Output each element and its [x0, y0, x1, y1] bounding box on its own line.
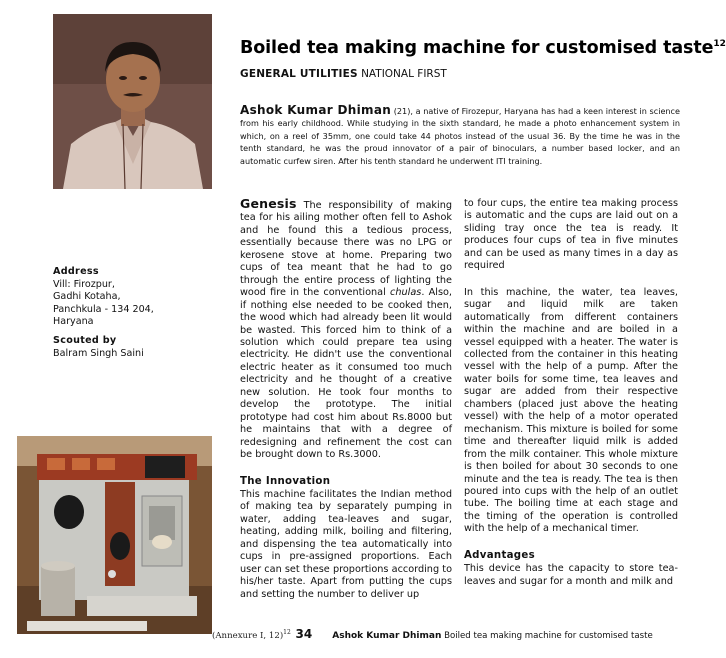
body-column-left	[240, 198, 452, 601]
address-line: Haryana	[53, 316, 94, 328]
title-reference: 12	[713, 39, 726, 50]
footer-innovator-name: Ashok Kumar Dhiman	[332, 631, 442, 641]
innovation-paragraph-1-continued: to four cups, the entire tea making process is automatic and the cups are laid out on a sliding tray once the tea is ready. It produces four cups of tea in five minutes and can be used as many times in a day as required	[464, 198, 678, 272]
annexure-reference: (Annexure I, 12)	[212, 631, 284, 641]
footer-caption: Boiled tea making machine for customised taste	[441, 631, 653, 641]
award-category	[240, 68, 447, 80]
innovator-portrait-photo	[53, 14, 212, 189]
genesis-heading: Genesis	[240, 196, 297, 211]
page-number: 34	[295, 627, 313, 641]
intro-text: (21), a native of Firozepur, Haryana has had a keen interest in science from his early childhood. While studying in the sixth standard, he made a photo enhancement system in which, on a reel of 35mm, one could take 44 photos instead of the usual 36. By the time he was in the tenth standard, he was the proud innovator of a pair of binoculars, a number based locker, and an automatic curfew siren. After his tenth standard he underwent ITI training.	[240, 106, 680, 166]
innovation-paragraph-1: This machine facilitates the Indian method of making tea by separately pumping in water, adding tea-leaves and sugar, heating, adding milk, boiling and filtering, and dispensing the tea automatically into cups in pre-assigned proportions. Each user can set these proportions according to his/her taste. Apart from putting the cups and setting the number to deliver up	[240, 488, 452, 600]
scouted-by-block	[53, 335, 213, 360]
body-column-right	[464, 198, 678, 588]
intro-paragraph	[240, 104, 680, 167]
award-rank: NATIONAL FIRST	[361, 68, 447, 80]
genesis-text-b: . Also, if nothing else needed to be cooked then, the wood which had already been lit would be wasted. This forced him to think of a solution which could prepare tea using electricity. He didn't use the conventional electric heater as it consumed too much electricity and he thought of a creative new solution. He took four months to develop the prototype. The initial prototype had cost him about Rs.8000 but he maintains that with a degree of redesigning and refinement the cost can be brought down to Rs.3000.	[240, 287, 453, 461]
article-title	[240, 38, 726, 58]
address-line: Vill: Firozpur,	[53, 278, 115, 290]
category-label: GENERAL UTILITIES	[240, 68, 358, 80]
article-title-text: Boiled tea making machine for customised taste	[240, 38, 714, 58]
innovation-heading: The Innovation	[240, 475, 331, 487]
paragraph-gap	[464, 273, 678, 287]
page-footer	[212, 627, 692, 641]
genesis-text-a: The responsibility of making tea for his ailing mother often fell to Ashok and he found this a tedious process, essentially because there was no LPG or kerosene stove at home. Preparing two cups of tea meant that he had to go through the entire process of lighting the wood fire in the conventional	[240, 200, 452, 299]
tea-machine-photo	[17, 436, 212, 634]
address-line: Panchkula - 134 204,	[53, 303, 154, 315]
scout-name: Balram Singh Saini	[53, 347, 144, 359]
innovator-name: Ashok Kumar Dhiman	[240, 103, 392, 117]
genesis-italic-term: chulas	[390, 287, 422, 299]
address-line: Gadhi Kotaha,	[53, 291, 121, 303]
innovation-paragraph-2: In this machine, the water, tea leaves, sugar and liquid milk are taken automatically from different containers within the machine and are boiled in a vessel equipped with a heater. The water is collected from the container in this heating vessel with the help of a pump. After the water boils for some time, tea leaves and sugar are added from their respective chambers (placed just above the heating vessel) with the help of a motor operated mechanism. This mixture is boiled for some time and thereafter liquid milk is added from the milk container. This whole mixture is then boiled for about 30 seconds to one minute and the tea is ready. The tea is then poured into cups with the help of an outlet tube. The boiling time at each stage and the timing of the operation is controlled with the help of a mechanical timer.	[464, 286, 678, 535]
genesis-paragraph	[240, 198, 452, 462]
address-block	[53, 266, 213, 329]
advantages-heading: Advantages	[464, 549, 535, 561]
annexure-superscript: 12	[283, 629, 291, 637]
address-heading: Address	[53, 266, 99, 277]
advantages-paragraph: This device has the capacity to store tea-leaves and sugar for a month and milk and	[464, 563, 678, 587]
scouted-heading: Scouted by	[53, 335, 117, 346]
